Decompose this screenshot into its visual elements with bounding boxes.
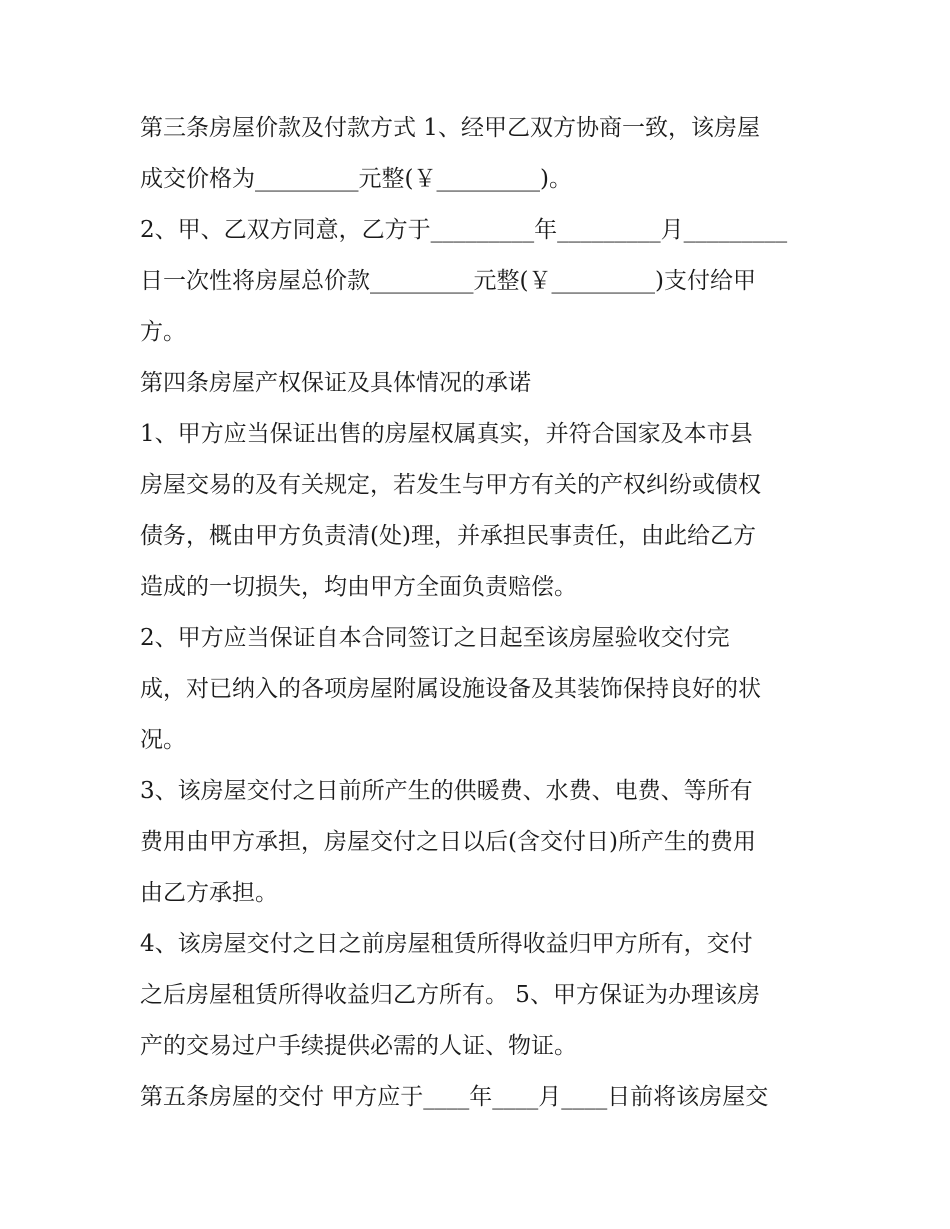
text-line: 第四条房屋产权保证及具体情况的承诺 <box>140 370 531 396</box>
text-line: 成交价格为_________元整(￥_________)。 <box>140 166 572 192</box>
text-line: 方。 <box>140 319 186 345</box>
paragraph-article-4-item-4 <box>140 919 820 1072</box>
text-line: 产的交易过户手续提供必需的人证、物证。 <box>140 1033 577 1059</box>
text-line: 4、该房屋交付之日之前房屋租赁所得收益归甲方所有，交付 <box>140 931 753 957</box>
paragraph-article-4-heading <box>140 358 820 409</box>
text-line: 债务，概由甲方负责清(处)理，并承担民事责任，由此给乙方 <box>140 523 756 549</box>
paragraph-article-5 <box>140 1072 820 1123</box>
text-line: 况。 <box>140 727 186 753</box>
text-line: 1、甲方应当保证出售的房屋权属真实，并符合国家及本市县 <box>140 421 753 447</box>
text-line: 3、该房屋交付之日前所产生的供暖费、水费、电费、等所有 <box>140 778 753 804</box>
contract-body <box>140 103 820 1123</box>
text-line: 房屋交易的及有关规定，若发生与甲方有关的产权纠纷或债权 <box>140 472 761 498</box>
text-line: 第五条房屋的交付 甲方应于____年____月____日前将该房屋交 <box>140 1084 769 1110</box>
text-line: 之后房屋租赁所得收益归乙方所有。 5、甲方保证为办理该房 <box>140 982 760 1008</box>
paragraph-article-4-item-3 <box>140 766 820 919</box>
text-line: 日一次性将房屋总价款_________元整(￥_________)支付给甲 <box>140 268 756 294</box>
text-line: 造成的一切损失，均由甲方全面负责赔偿。 <box>140 574 577 600</box>
paragraph-article-4-item-1 <box>140 409 820 613</box>
text-line: 成，对已纳入的各项房屋附属设施设备及其装饰保持良好的状 <box>140 676 761 702</box>
text-line: 费用由甲方承担，房屋交付之日以后(含交付日)所产生的费用 <box>140 829 756 855</box>
text-line: 2、甲、乙双方同意，乙方于_________年_________月_________ <box>140 217 788 243</box>
text-line: 2、甲方应当保证自本合同签订之日起至该房屋验收交付完 <box>140 625 730 651</box>
text-line: 由乙方承担。 <box>140 880 278 906</box>
text-line: 第三条房屋价款及付款方式 1、经甲乙双方协商一致，该房屋 <box>140 115 760 141</box>
paragraph-article-3-item-2 <box>140 205 820 358</box>
paragraph-article-3 <box>140 103 820 205</box>
paragraph-article-4-item-2 <box>140 613 820 766</box>
